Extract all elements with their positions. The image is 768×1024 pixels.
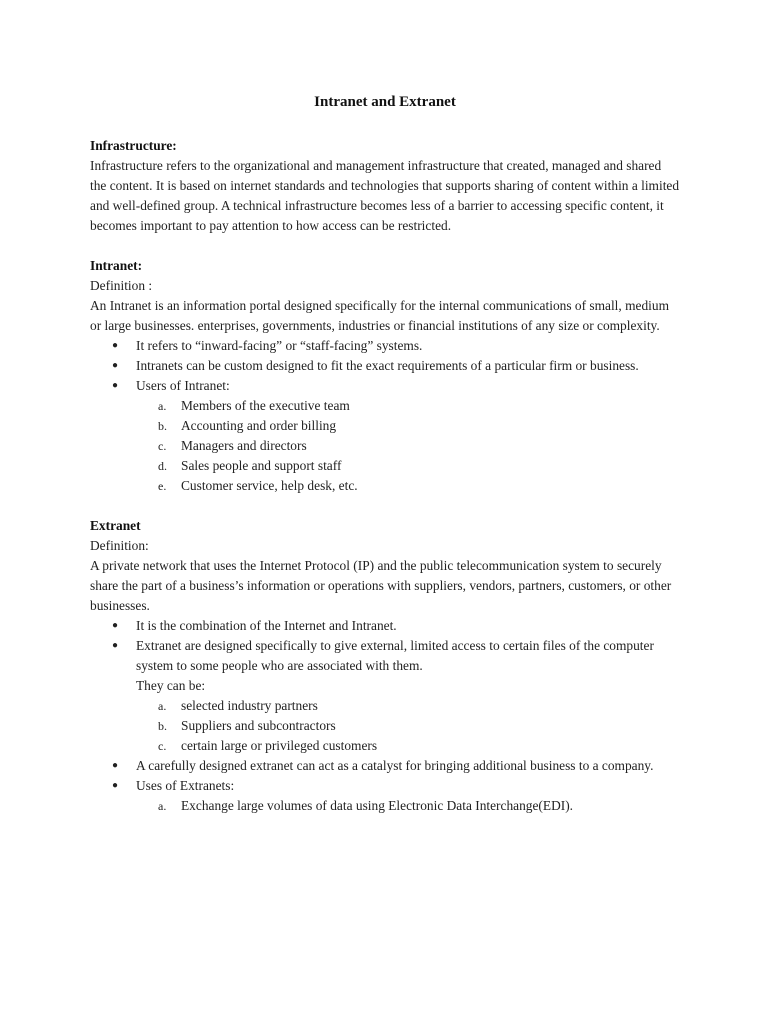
spacer [90,496,680,516]
bullet-icon: ● [112,340,119,351]
list-item-text: Members of the executive team [181,398,350,413]
extranet-heading: Extranet [90,518,141,533]
document-title: Intranet and Extranet [314,94,456,110]
intranet-bullet-list [90,336,680,496]
list-item [136,736,680,756]
list-item-text: Managers and directors [181,438,307,453]
list-marker: b. [158,419,167,433]
list-item-text: Suppliers and subcontractors [181,718,336,733]
bullet-text: It is the combination of the Internet and Intranet. [136,618,397,633]
extranet-uses-list [136,796,680,816]
list-marker: c. [158,439,167,453]
list-item-text: Exchange large volumes of data using Electronic Data Interchange(EDI). [181,798,574,813]
extranet-bullet-item [90,636,680,756]
extranet-partners-list [136,696,680,756]
extranet-bullet-item [90,756,680,776]
infrastructure-heading: Infrastructure: [90,138,177,153]
intranet-bullet-item [90,356,680,376]
bullet-icon: ● [112,640,119,651]
bullet-icon: ● [112,620,119,631]
intranet-bullet-item [90,376,680,496]
bullet-subtext: They can be: [136,678,206,693]
bullet-text: Uses of Extranets: [136,778,235,793]
list-marker: a. [158,699,167,713]
document-page [90,92,680,816]
list-marker: c. [158,739,167,753]
bullet-icon: ● [112,760,119,771]
list-item [136,716,680,736]
intranet-definition-label: Definition : [90,278,153,293]
bullet-text: Users of Intranet: [136,378,230,393]
list-item-text: selected industry partners [181,698,318,713]
list-item-text: Accounting and order billing [181,418,337,433]
list-item [136,456,680,476]
list-item [136,416,680,436]
intranet-users-list [136,396,680,496]
list-marker: a. [158,799,167,813]
bullet-text: Intranets can be custom designed to fit the exact requirements of a particular firm or business. [136,358,639,373]
bullet-text: Extranet are designed specifically to give external, limited access to certain files of the computer system to some people who are associated with them. [136,638,654,673]
extranet-bullet-item [90,776,680,816]
intranet-heading: Intranet: [90,258,143,273]
extranet-bullet-item [90,616,680,636]
extranet-section [90,516,680,816]
list-marker: b. [158,719,167,733]
list-item [136,796,680,816]
list-item [136,696,680,716]
list-item-text: Sales people and support staff [181,458,342,473]
intranet-bullet-item [90,336,680,356]
bullet-icon: ● [112,360,119,371]
extranet-definition: A private network that uses the Internet Protocol (IP) and the public telecommunication system to securely share the part of a business’s information or operations with suppliers, vendors, partners, customers, or other businesses. [90,558,672,613]
intranet-definition: An Intranet is an information portal designed specifically for the internal communications of small, medium or large businesses. enterprises, governments, industries or financial institutions of any size or complexity. [90,298,669,333]
list-marker: e. [158,479,167,493]
list-marker: a. [158,399,167,413]
bullet-icon: ● [112,380,119,391]
spacer [90,236,680,256]
list-item [136,396,680,416]
list-marker: d. [158,459,167,473]
list-item-text: certain large or privileged customers [181,738,378,753]
intranet-section [90,256,680,496]
list-item [136,436,680,456]
bullet-icon: ● [112,780,119,791]
extranet-definition-label: Definition: [90,538,149,553]
bullet-text: A carefully designed extranet can act as a catalyst for bringing additional business to a company. [136,758,654,773]
extranet-bullet-list [90,616,680,816]
bullet-text: It refers to “inward-facing” or “staff-facing” systems. [136,338,423,353]
list-item [136,476,680,496]
list-item-text: Customer service, help desk, etc. [181,478,358,493]
infrastructure-section [90,136,680,236]
infrastructure-body: Infrastructure refers to the organizational and management infrastructure that created, managed and shared the content. It is based on internet standards and technologies that supports sharing of content within a limited and well-defined group. A technical infrastructure becomes less of a barrier to accessing specific content, it becomes important to pay attention to how access can be restricted. [90,158,680,233]
